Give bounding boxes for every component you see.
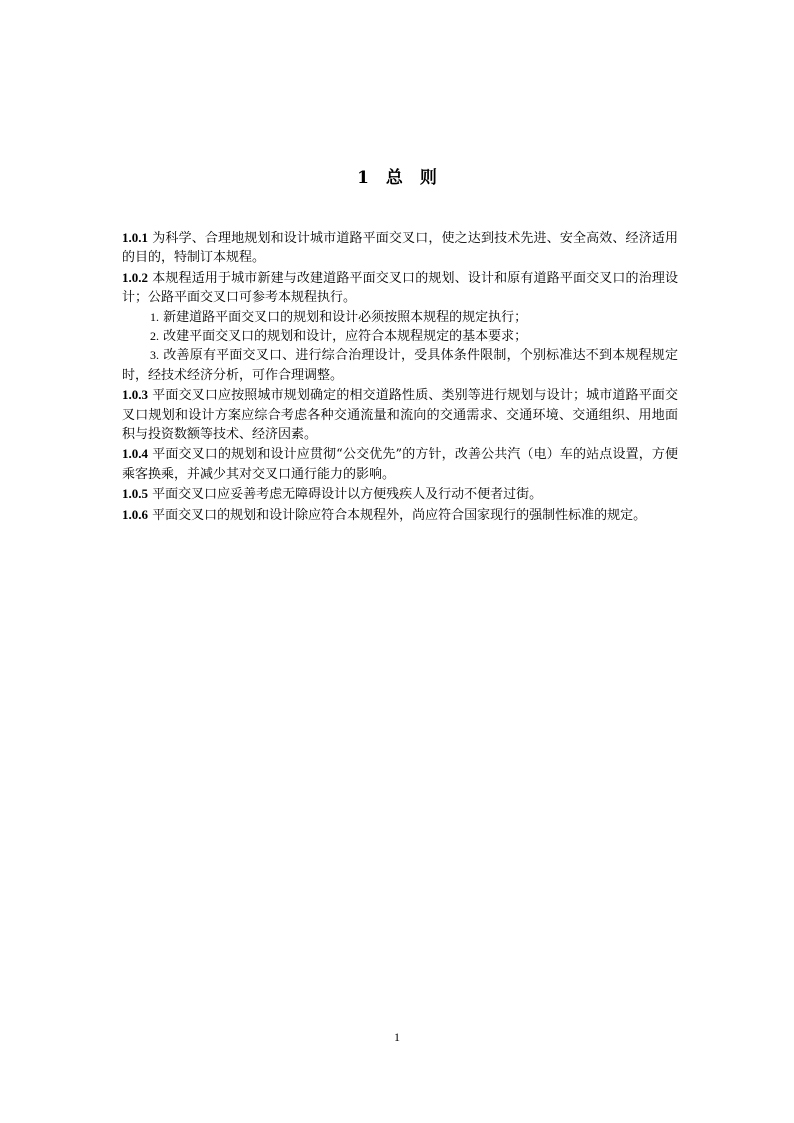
clause-text: 平面交叉口的规划和设计除应符合本规程外，尚应符合国家现行的强制性标准的规定。 (148, 507, 647, 523)
item-text: 改建平面交叉口的规划和设计，应符合本规程规定的基本要求； (159, 329, 528, 345)
clause-1-0-1 (122, 228, 678, 268)
item-text: 改善原有平面交叉口、进行综合治理设计，受具体条件限制，个别标准达不到本规程规定时，经技术经济分析，可作合理调整。 (122, 348, 678, 383)
chapter-title: 1 总 则 (357, 168, 437, 188)
clause-number: 1.0.4 (122, 446, 148, 462)
clause-text: 平面交叉口应按照城市规划确定的相交道路性质、类别等进行规划与设计；城市道路平面交叉口规划和设计方案应综合考虑各种交通流量和流向的交通需求、交通环境、交通组织、用地面积与投资数额等技术、经济因素。 (122, 388, 678, 443)
clause-1-0-5 (122, 484, 678, 504)
clause-1-0-6 (122, 505, 678, 525)
clause-1-0-2 (122, 268, 678, 308)
clause-number: 1.0.3 (122, 387, 148, 403)
clause-text: 平面交叉口的规划和设计应贯彻“公交优先”的方针，改善公共汽（电）车的站点设置，方便乘客换乘，并减少其对交叉口通行能力的影响。 (122, 447, 678, 482)
page-number: 1 (394, 1030, 400, 1044)
clause-1-0-4 (122, 444, 678, 484)
clause-number: 1.0.5 (122, 486, 148, 502)
clause-item-3 (122, 346, 678, 385)
item-number: 2. (150, 329, 159, 344)
clause-text: 平面交叉口应妥善考虑无障碍设计以方便残疾人及行动不便者过街。 (148, 487, 543, 503)
clause-text: 为科学、合理地规划和设计城市道路平面交叉口，使之达到技术先进、安全高效、经济适用的目的，特制订本规程。 (122, 231, 678, 266)
clause-number: 1.0.6 (122, 506, 148, 522)
clause-number: 1.0.2 (122, 269, 148, 285)
item-text: 新建道路平面交叉口的规划和设计必须按照本规程的规定执行； (159, 309, 528, 325)
clause-text: 本规程适用于城市新建与改建道路平面交叉口的规划、设计和原有道路平面交叉口的治理设计；公路平面交叉口可参考本规程执行。 (122, 270, 678, 306)
body-text (122, 228, 678, 525)
item-number: 1. (150, 309, 159, 324)
clause-number: 1.0.1 (122, 230, 148, 245)
clause-item-2 (122, 327, 678, 346)
clause-1-0-3 (122, 385, 678, 444)
clause-item-1 (122, 308, 678, 327)
item-number: 3. (150, 348, 159, 363)
